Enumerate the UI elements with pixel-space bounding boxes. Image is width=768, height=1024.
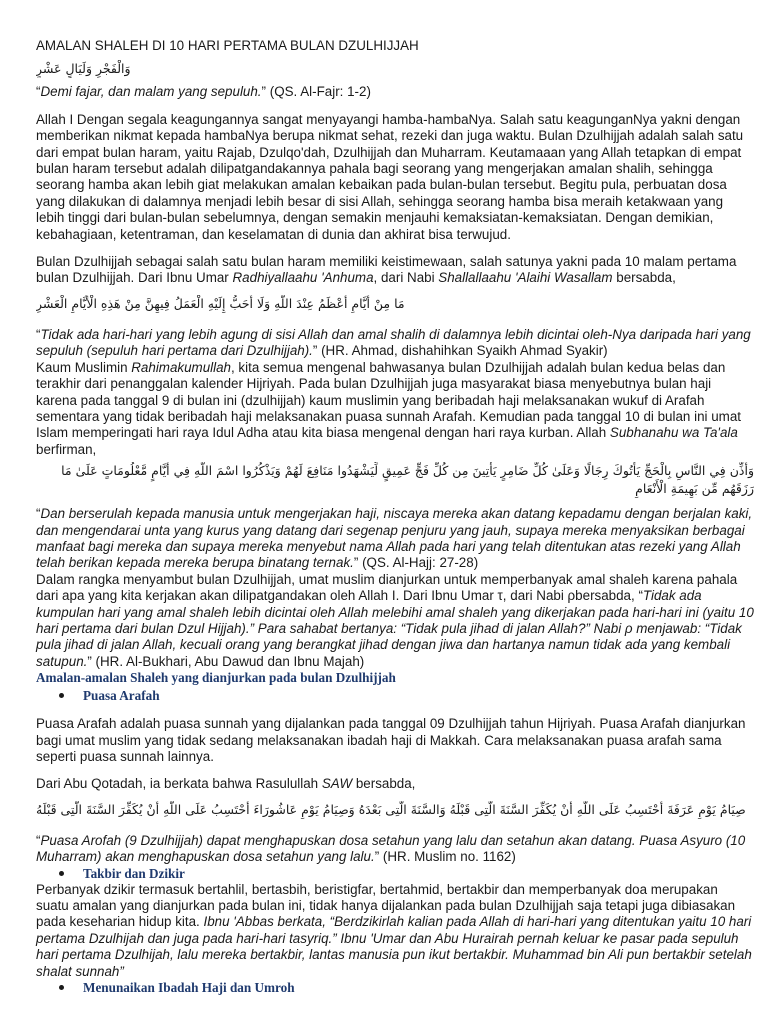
para4-text-b: ” (HR. Al-Bukhari, Abu Dawud dan Ibnu Majah) bbox=[87, 653, 365, 669]
hadith-arabic-puasa: صِيَامُ يَوْمِ عَرَفَةَ أَحْتَسِبُ عَلَى اللَّهِ أَنْ يُكَفِّرَ السَّنَةَ الَّتِى قَبْلَهُ وَالسَّنَةَ الَّتِى بَعْدَهُ وَصِيَامُ يَوْمِ عَاشُورَاءَ أَحْتَسِبُ عَلَى اللَّهِ أَنْ يُكَفِّرَ السَّنَةَ الَّتِى قَبْلَهُ bbox=[36, 801, 746, 817]
para3-italic-subhanahu: Subhanahu wa Ta'ala bbox=[609, 425, 738, 441]
bullet-dot-icon bbox=[59, 693, 64, 698]
hadith1-translation: Tidak ada hari-hari yang lebih agung di sisi Allah dan amal shalih di dalamnya lebih dicintai oleh-Nya daripada hari yang sepuluh (sepuluh hari pertama dari Dzulhijjah). bbox=[36, 326, 751, 359]
bullet-item-puasa-arafah bbox=[36, 688, 754, 704]
para3-text-a: Kaum Muslimin bbox=[36, 359, 132, 375]
para6-italic-saw: SAW bbox=[321, 776, 353, 792]
hadith-translation-ten-days: “Tidak ada hari-hari yang lebih agung di sisi Allah dan amal shalih di dalamnya lebih dicintai oleh-Nya daripada hari yang sepuluh (sepuluh hari pertama dari Dzulhijjah).” (HR. Ahmad, dishahihkan Syaikh Ahmad Syakir) bbox=[36, 326, 751, 359]
para7-text-a: Perbanyak dzikir termasuk bertahlil, bertasbih, beristigfar, bertahmid, bertakbir dan memperbanyak doa merupakan suatu amalan yang dianjurkan pada bulan ini, tidak hanya dijalankan pada bulan Dzulhijjah saja tetapi juga dibiasakan pada keseharian hidup kita. bbox=[36, 881, 736, 930]
bullet-dot-icon bbox=[59, 985, 64, 990]
ayat-arabic-al-fajr: وَالْفَجْرِ وَلَيَالٍ عَشْرٍ bbox=[36, 61, 131, 77]
bullet1-label: Puasa Arafah bbox=[83, 688, 160, 704]
ayat1-translation: Demi fajar, dan malam yang sepuluh. bbox=[40, 84, 262, 100]
hadith-arabic-ten-days: مَا مِنْ أَيَّامٍ أَعْظَمُ عِنْدَ اللَّهِ وَلَا أَحَبُّ إِلَيْهِ الْعَمَلُ فِيهِنَّ مِنْ هَذِهِ الْأَيَّامِ الْعَشْرِ bbox=[36, 295, 405, 311]
para3-italic-rahimakumullah: Rahimakumullah bbox=[131, 359, 231, 375]
bullet3-label: Menunaikan Ibadah Haji dan Umroh bbox=[83, 980, 295, 996]
para6-text-b: bersabda, bbox=[352, 776, 416, 792]
hadith2-ref: (HR. Muslim no. 1162) bbox=[379, 849, 516, 865]
article-body bbox=[36, 38, 754, 996]
paragraph-menyambut bbox=[36, 572, 754, 670]
section-heading-amalan: Amalan-amalan Shaleh yang dianjurkan pada bulan Dzulhijjah bbox=[36, 670, 396, 686]
ayat1-ref: (QS. Al-Fajr: 1-2) bbox=[269, 84, 371, 100]
ayat-translation-al-hajj: “Dan berserulah kepada manusia untuk mengerjakan haji, niscaya mereka akan datang kepadamu dengan berjalan kaki, dan mengendarai unta yang kurus yang datang dari segenap penjuru yang jauh, supaya mereka menyaksikan berbagai manfaat bagi mereka dan supaya mereka menyebut nama Allah pada hari yang telah ditentukan atas rezeki yang Allah telah berikan kepada mereka berupa binatang ternak.” (QS. Al-Hajj: 27-28) bbox=[36, 506, 753, 571]
para2-text-c: bersabda, bbox=[612, 270, 676, 286]
para6-text-a: Dari Abu Qotadah, ia berkata bahwa Rasulullah bbox=[36, 776, 322, 792]
hadith1-ref: (HR. Ahmad, dishahihkan Syaikh Ahmad Syakir) bbox=[317, 343, 608, 359]
paragraph-intro: Allah I Dengan segala keagungannya sangat menyayangi hamba-hambaNya. Salah satu keagunganNya yakni dengan memberikan nikmat kepada hambaNya berupa nikmat sehat, rezeki dan juga waktu. Bulan Dzulhijjah adalah salah satu dari empat bulan haram, yaitu Rajab, Dzulqo'dah, Dzulhijjah dan Muharram. Keutamaaan yang Allah tetapkan di empat bulan haram tersebut adalah dilipatgandakannya pahala bagi seorang yang mengerjakan amalan shalih, sehingga seorang hamba akan lebih giat melakukan amalan kebaikan pada bulan-bulan tersebut. Begitu pula, perbuatan dosa yang dilakukan di dalamnya menjadi lebih besar di sisi Allah, sehingga seorang hamba bisa meraih ketakwaan yang lebih tinggi dari bulan-bulan sebelumnya, dengan semakin menjauhi kemaksiatan-kemaksiatan. Dengan demikian, kebahagiaan, ketentraman, dan keselamatan di dunia dan akhirat bisa terwujud. bbox=[36, 111, 744, 242]
para3-text-c: berfirman, bbox=[36, 441, 97, 457]
para2-text-a: Bulan Dzulhijjah sebagai salah satu bulan haram memiliki keistimewaan, salah satunya yakni pada 10 malam pertama bulan Dzulhijjah. Dari Ibnu Umar bbox=[36, 254, 737, 286]
bullet-item-haji-umroh bbox=[36, 980, 754, 996]
para2-italic-radhiyallaahu: Radhiyallaahu 'Anhuma bbox=[232, 270, 374, 286]
bullet-item-takbir bbox=[36, 866, 754, 882]
para2-italic-shallallaahu: Shallallaahu 'Alaihi Wasallam bbox=[438, 270, 613, 286]
paragraph-kaum-muslimin bbox=[36, 360, 754, 458]
ayat2-translation: Dan berserulah kepada manusia untuk mengerjakan haji, niscaya mereka akan datang kepadamu dengan berjalan kaki, dan mengendarai unta yang kurus yang datang dari segenap penjuru yang jauh, supaya mereka menyaksikan berbagai manfaat bagi mereka dan supaya mereka menyebut nama Allah pada hari yang telah ditentukan atas rezeki yang Allah telah berikan kepada mereka berupa binatang ternak. bbox=[36, 506, 753, 571]
hadith2-translation: Puasa Arofah (9 Dzulhijjah) dapat menghapuskan dosa setahun yang lalu dan setahun akan datang. Puasa Asyuro (10 Muharram) akan menghapuskan dosa setahun yang lalu. bbox=[36, 832, 746, 865]
para4-text-a: Dalam rangka menyambut bulan Dzulhijjah, umat muslim dianjurkan untuk memperbanyak amal shaleh karena pahala dari apa yang kita kerjakan akan dilipatgandakan oleh Allah I. Dari Ibnu Umar τ, dari Nabi ρbersabda, “ bbox=[36, 571, 738, 604]
para4-italic-hadith: Tidak ada kumpulan hari yang amal shaleh lebih dicintai oleh Allah melebihi amal shaleh yang dikerjakan pada hari-hari ini (yaitu 10 hari pertama dari bulan Dzul Hijjah).” Para sahabat bertanya: “Tidak pula jihad di jalan Allah?” Nabi ρ menjawab: “Tidak pula jihad di jalan Allah, kecuali orang yang berangkat jihad dengan jiwa dan hartanya namun tidak ada yang kembali satupun. bbox=[36, 588, 754, 669]
ayat-arabic-al-hajj: وَأَذِّن فِي النَّاسِ بِالْحَجِّ يَأْتُوكَ رِجَالًا وَعَلَىٰ كُلِّ ضَامِرٍ يَأْتِينَ مِن كُلِّ فَجٍّ عَمِيقٍ لِّيَشْهَدُوا مَنَافِعَ لَهُمْ وَيَذْكُرُوا اسْمَ اللَّهِ فِي أَيَّامٍ مَّعْلُومَاتٍ عَلَىٰ مَا رَزَقَهُم مِّن بَهِيمَةِ الْأَنْعَامِ bbox=[61, 463, 754, 497]
document-title: AMALAN SHALEH DI 10 HARI PERTAMA BULAN DZULHIJJAH bbox=[36, 38, 419, 53]
bullet-dot-icon bbox=[59, 871, 64, 876]
paragraph-puasa-arafah: Puasa Arafah adalah puasa sunnah yang dijalankan pada tanggal 09 Dzulhijjah tahun Hijriyah. Puasa Arafah dianjurkan bagi umat muslim yang tidak sedang melaksanakan ibadah haji di Makkah. Cara melaksanakan puasa arafah sama seperti puasa sunnah lainnya. bbox=[36, 716, 746, 764]
paragraph-abu-qotadah bbox=[36, 776, 754, 792]
para2-text-b: , dari Nabi bbox=[373, 270, 439, 286]
paragraph-dzulhijjah bbox=[36, 254, 754, 287]
ayat-translation-al-fajr: “Demi fajar, dan malam yang sepuluh.” (QS. Al-Fajr: 1-2) bbox=[36, 84, 371, 100]
bullet2-label: Takbir dan Dzikir bbox=[83, 865, 185, 881]
paragraph-takbir bbox=[36, 882, 754, 980]
hadith-translation-puasa: “Puasa Arofah (9 Dzulhijjah) dapat menghapuskan dosa setahun yang lalu dan setahun akan datang. Puasa Asyuro (10 Muharram) akan menghapuskan dosa setahun yang lalu.” (HR. Muslim no. 1162) bbox=[36, 832, 746, 865]
ayat2-ref: (QS. Al-Hajj: 27-28) bbox=[358, 555, 479, 571]
para3-text-b: , kita semua mengenal bahwasanya bulan Dzulhijjah adalah bulan kedua belas dan terakhir dari penanggalan kalender Hijriyah. Pada bulan Dzulhijjah juga masyarakat biasa menyebutnya bulan haji karena pada tanggal 9 di bulan ini (dzulhijjah) kaum muslimin yang beribadah haji melaksanakan wukuf di Arafah sementara yang tidak beribadah haji melaksanakan puasa sunnah Arafah. Kemudian pada tanggal 10 di bulan ini umat Islam memperingati hari raya Idul Adha atau kita biasa mengenal dengan hari raya kurban. Allah bbox=[36, 359, 741, 441]
para7-italic-ibnu-abbas: Ibnu 'Abbas berkata, “Berdzikirlah kalian pada Allah di hari-hari yang ditentukan yaitu 10 hari pertama Dzulhijah dan juga pada hari-hari tasyriq.” Ibnu 'Umar dan Abu Hurairah pernah keluar ke pasar pada sepuluh hari pertama Dzulhijah, lalu mereka bertakbir, lantas manusia pun ikut bertakbir. Muhammad bin Ali pun bertakbir setelah shalat sunnah” bbox=[36, 914, 752, 979]
